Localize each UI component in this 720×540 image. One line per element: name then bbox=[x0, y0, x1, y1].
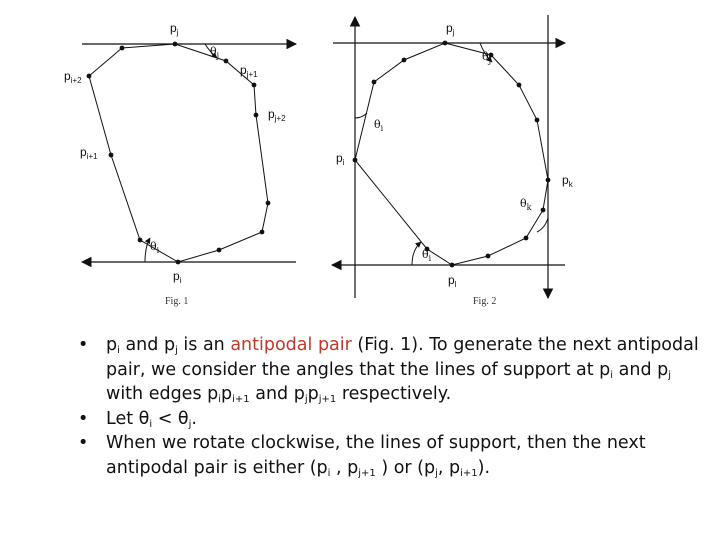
bullet-marker: • bbox=[78, 433, 89, 453]
fig1-label-pj1: $p_{j+1}$ bbox=[240, 63, 258, 79]
fig2-label-theta-k: $\theta_k$ bbox=[520, 197, 532, 212]
fig2-angle-arc-i-lower bbox=[412, 242, 421, 265]
fig2-label-pl: $p_l$ bbox=[448, 273, 457, 289]
fig2-vertices bbox=[353, 41, 551, 268]
fig1-label-pj2: $p_{j+2}$ bbox=[268, 107, 286, 123]
bullet-marker: • bbox=[78, 408, 89, 429]
fig1-label-pi2: $p_{i+2}$ bbox=[64, 69, 82, 85]
bullet-marker: • bbox=[78, 335, 89, 355]
fig2-label-theta-i-upper: $\theta_i$ bbox=[374, 118, 384, 133]
fig1-label-pj: $p_j$ bbox=[170, 21, 179, 37]
fig2-label-pk: $p_k$ bbox=[562, 173, 573, 189]
figure-2 bbox=[332, 15, 574, 307]
fig1-label-pi1: $p_{i+1}$ bbox=[80, 145, 98, 161]
fig2-caption: Fig. 2 bbox=[473, 296, 497, 307]
bullet-item-1: • $p_i$ and $p_j$ is an antipodal pair (Fig. 1). To generate the next antipodal pair, we consider the angles that the lines of support at $p_i$ and $p_j$ with edges $p_ip_{i+1}$ and $p_jp_{j+1}$ respectively. bbox=[78, 335, 699, 405]
fig1-label-theta-j: $\theta_j$ bbox=[210, 45, 220, 60]
bullet-list bbox=[78, 333, 703, 480]
fig2-label-theta-j: $\theta_j$ bbox=[482, 50, 492, 65]
antipodal-pair-highlight: antipodal pair bbox=[230, 335, 352, 355]
bullet-item-2: • Let $\theta_i < \theta_j$. bbox=[78, 408, 197, 430]
fig1-label-pi: $p_i$ bbox=[173, 269, 182, 285]
fig2-angle-arc-k bbox=[537, 218, 548, 232]
figure-1 bbox=[64, 21, 296, 307]
fig1-label-theta-i: $\theta_i$ bbox=[150, 240, 160, 255]
fig2-convex-polygon bbox=[355, 43, 548, 265]
fig2-label-theta-i-lower: $\theta_i$ bbox=[422, 248, 432, 263]
bullet-item-3: • When we rotate clockwise, the lines of support, then the next antipodal pair is either ($p_i$ , $p_{j+1}$ ) or ($p_j$, $p_{i+1}$). bbox=[78, 433, 646, 479]
fig2-label-pi: $p_i$ bbox=[336, 151, 345, 167]
fig2-label-pj: $p_j$ bbox=[446, 21, 455, 37]
fig1-caption: Fig. 1 bbox=[165, 296, 189, 307]
